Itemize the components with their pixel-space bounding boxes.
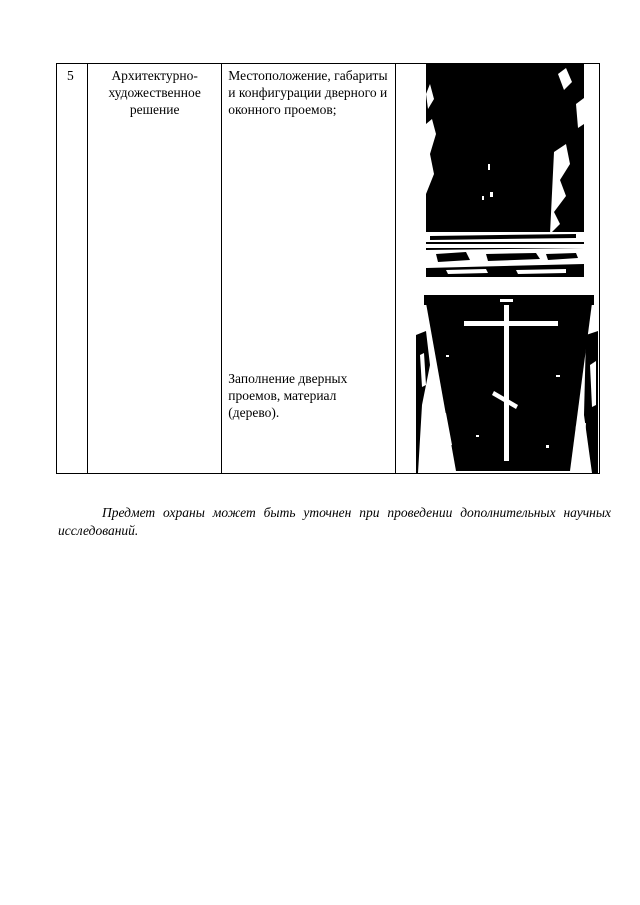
window-opening-photo [426,64,584,277]
note-paragraph: Предмет охраны может быть уточнен при проведении дополнительных научных исследований. [58,504,611,538]
row-name-cell [88,64,222,474]
row-name: Архитектурно-художественное решение [108,68,201,117]
row-photo-cell [395,64,599,474]
row-number: 5 [67,68,74,83]
table-row [57,64,600,474]
row-description-cell [222,64,395,474]
protection-subject-table [56,63,600,474]
description-door-filling: Заполнение дверных проемов, материал (дерево). [228,371,348,420]
description-openings: Местоположение, габариты и конфигурации дверного и оконного проемов; [228,68,388,117]
row-number-cell [57,64,88,474]
door-with-cross-photo [416,295,598,473]
